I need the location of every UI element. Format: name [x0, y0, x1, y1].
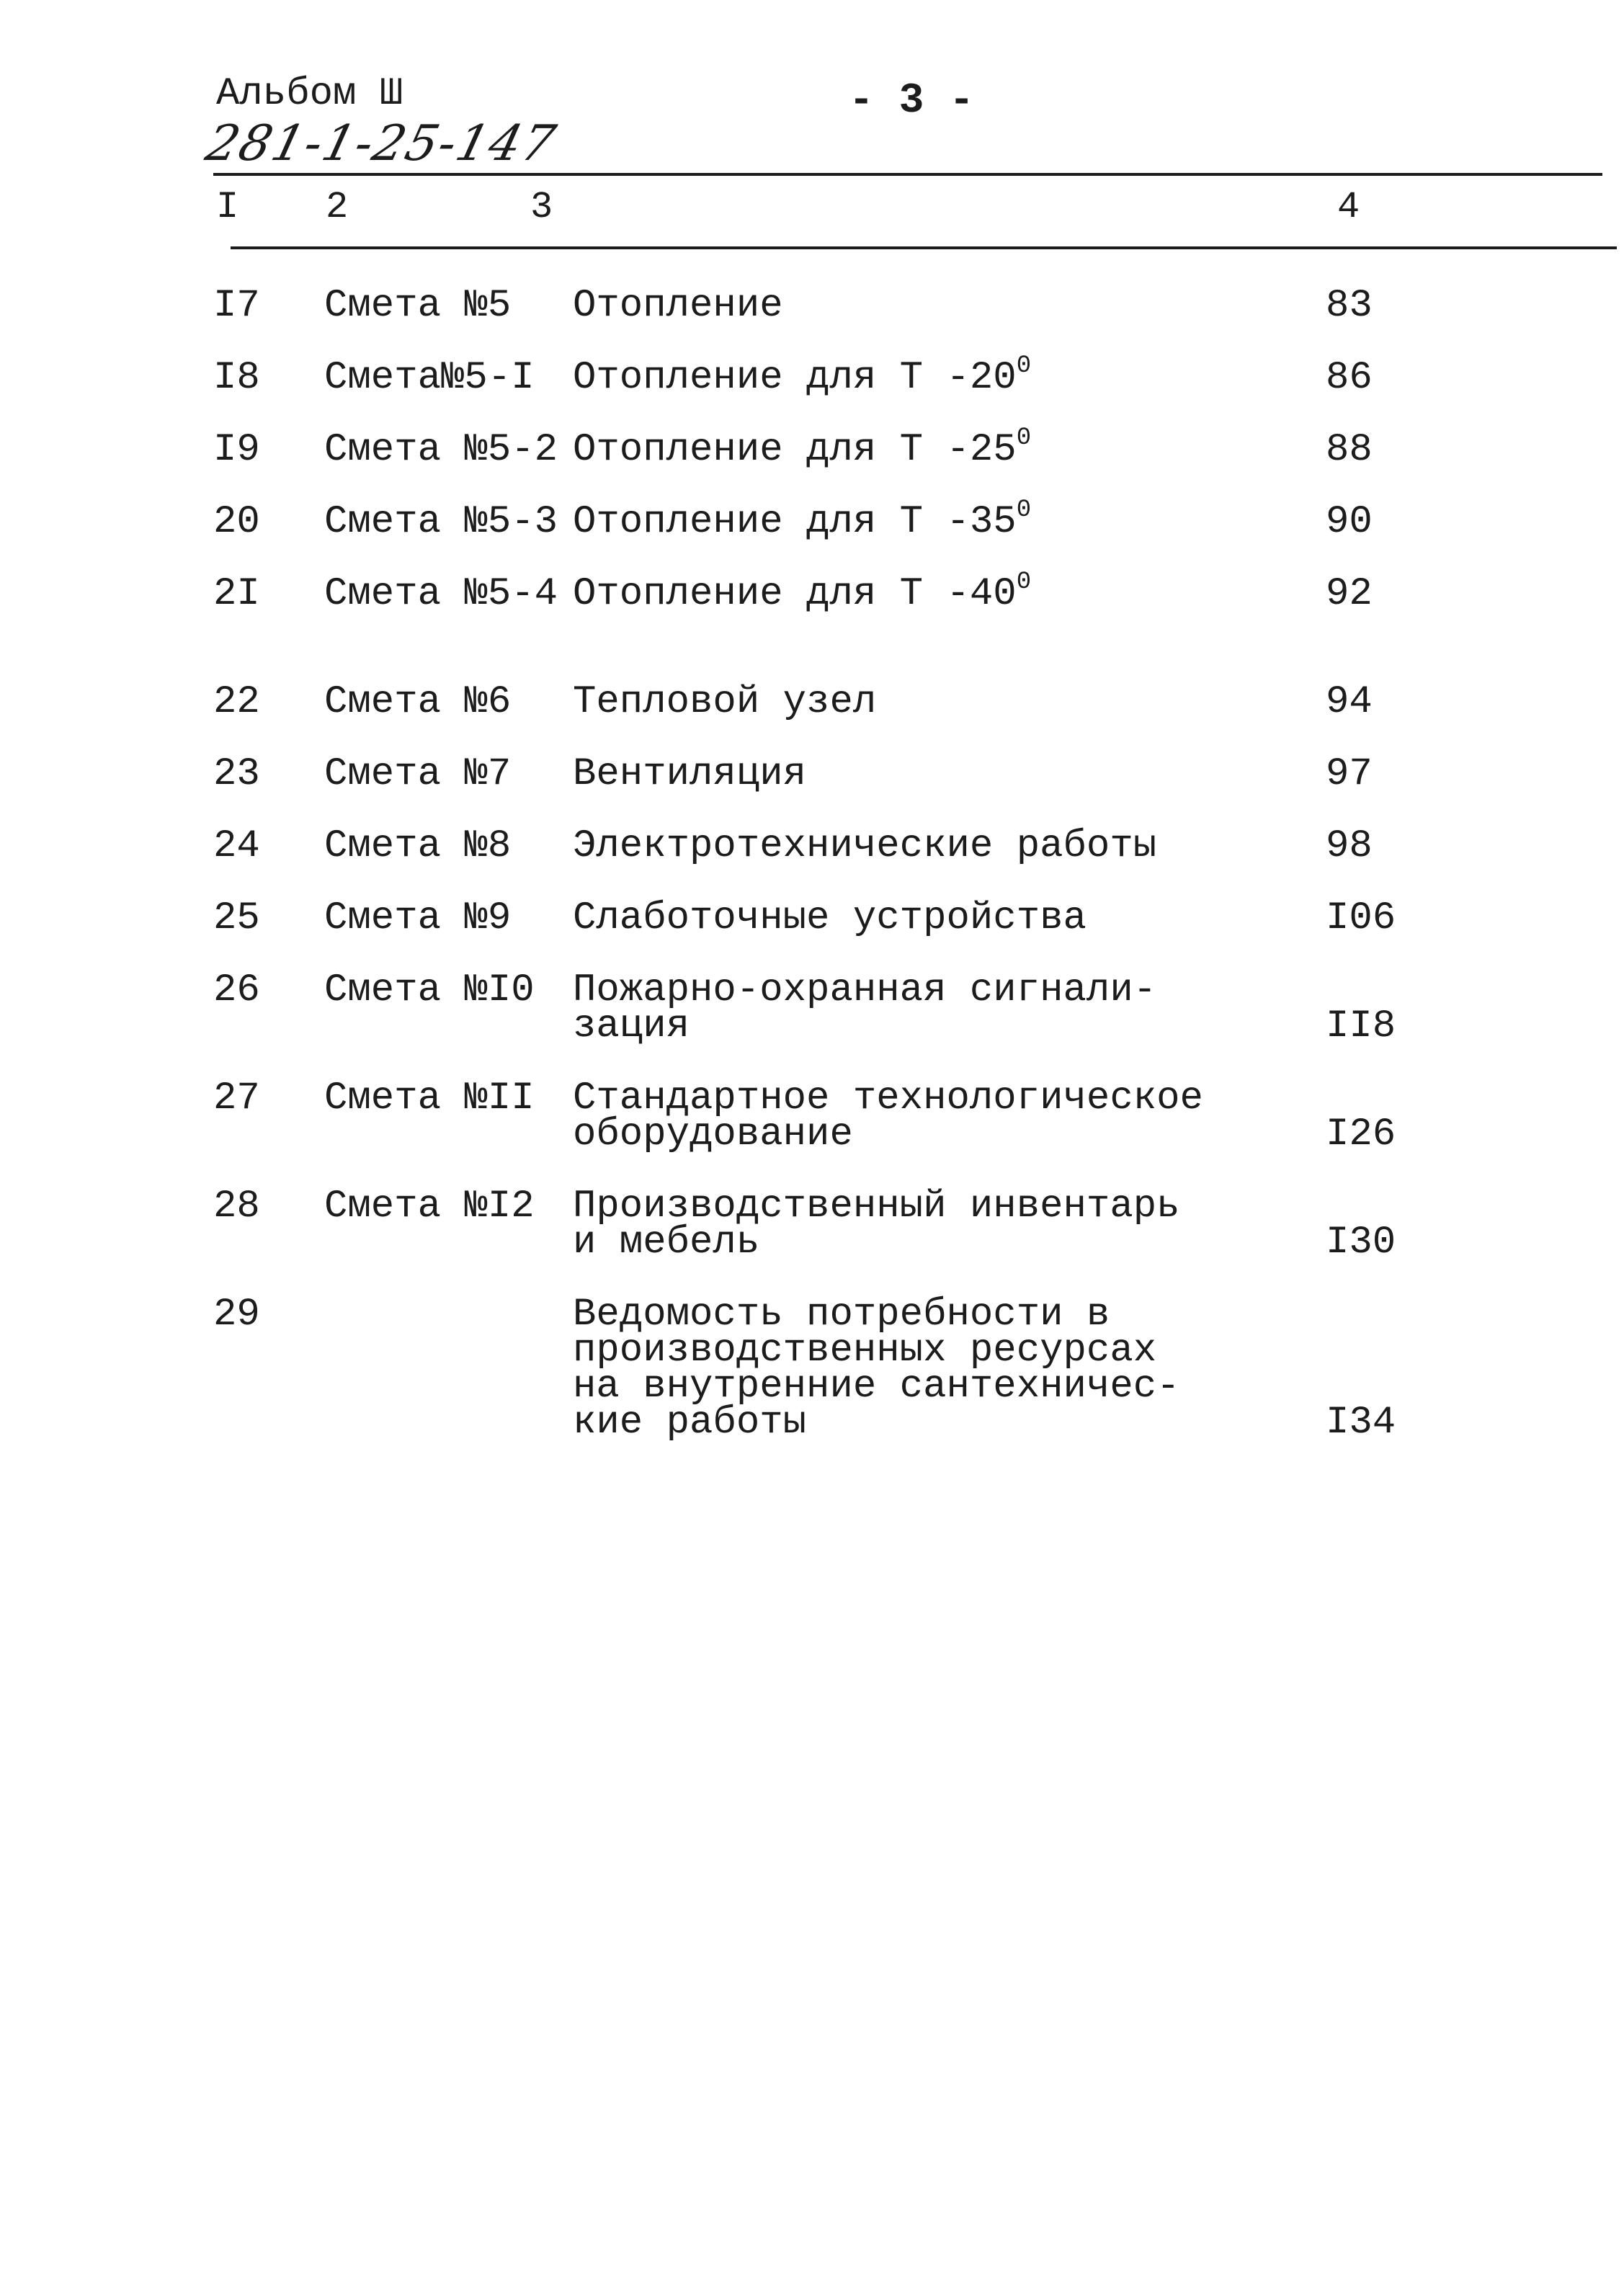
description-text: кие работы: [573, 1401, 807, 1445]
description-line: [573, 1185, 1180, 1229]
row-number: 28: [213, 1185, 260, 1229]
description-line: [573, 1112, 1203, 1156]
description-text: Пожарно-охранная сигнали-: [573, 968, 1157, 1012]
row-number: 2I: [213, 572, 260, 616]
description-text: Электротехнические работы: [573, 824, 1157, 868]
row-number: 22: [213, 680, 260, 724]
description-text: оборудование: [573, 1112, 853, 1156]
degree-superscript: 0: [1016, 424, 1032, 452]
description-text: на внутренние сантехничес-: [573, 1365, 1180, 1409]
page-reference: 92: [1326, 572, 1373, 616]
column-header-2: 2: [326, 186, 349, 228]
page-reference: 83: [1326, 284, 1373, 328]
page-reference: I26: [1326, 1112, 1396, 1156]
description-line: [573, 352, 1032, 400]
section-description: [573, 1076, 1203, 1156]
page-reference: 88: [1326, 428, 1373, 472]
section-description: [573, 352, 1032, 400]
section-description: [573, 968, 1157, 1048]
description-line: [573, 1293, 1180, 1337]
section-description: [573, 496, 1032, 544]
description-text: Отопление для Т -40: [573, 572, 1017, 616]
page-reference: 94: [1326, 680, 1373, 724]
row-number: 26: [213, 968, 260, 1012]
page-reference: I06: [1326, 896, 1396, 940]
row-number: 27: [213, 1076, 260, 1120]
section-description: [573, 824, 1157, 868]
column-header-1: I: [216, 186, 239, 228]
description-text: производственных ресурсах: [573, 1329, 1157, 1373]
description-text: Отопление: [573, 284, 783, 328]
description-line: [573, 1004, 1156, 1048]
estimate-label: Смета №I0: [324, 968, 535, 1012]
description-line: [573, 824, 1157, 868]
description-line: [573, 1076, 1203, 1120]
description-line: [573, 496, 1032, 544]
page-reference: I30: [1326, 1221, 1396, 1265]
description-line: [573, 1365, 1180, 1409]
description-line: [573, 752, 807, 796]
degree-superscript: 0: [1016, 352, 1032, 380]
description-line: [573, 896, 1087, 940]
estimate-label: Смета №5-2: [324, 428, 558, 472]
estimate-label: Смета №5: [324, 284, 512, 328]
description-text: Слаботочные устройства: [573, 896, 1087, 940]
description-text: Ведомость потребности в: [573, 1293, 1110, 1337]
degree-superscript: 0: [1016, 496, 1032, 524]
estimate-label: Смета №6: [324, 680, 512, 724]
page-reference: I34: [1326, 1401, 1396, 1445]
description-text: Отопление для Т -20: [573, 356, 1017, 400]
page-number: - 3 -: [849, 78, 975, 125]
row-number: 20: [213, 500, 260, 544]
description-line: [573, 284, 783, 328]
row-number: I9: [213, 428, 260, 472]
section-description: [573, 568, 1032, 616]
header-top-rule: [213, 173, 1602, 176]
section-description: [573, 1185, 1180, 1265]
row-number: 29: [213, 1293, 260, 1337]
page-reference: 97: [1326, 752, 1373, 796]
estimate-label: Смета №5-3: [324, 500, 558, 544]
album-label: Альбом Ш: [216, 72, 403, 116]
description-line: [573, 568, 1032, 616]
description-text: Отопление для Т -35: [573, 500, 1017, 544]
handwritten-document-code: 281-1-25-147: [200, 115, 563, 172]
description-text: и мебель: [573, 1221, 760, 1265]
column-header-3: 3: [530, 186, 553, 228]
description-line: [573, 1221, 1180, 1265]
estimate-label: Смета №9: [324, 896, 512, 940]
estimate-label: Смета №7: [324, 752, 512, 796]
page-reference: 86: [1326, 356, 1373, 400]
page-reference: II8: [1326, 1004, 1396, 1048]
section-description: [573, 284, 783, 328]
estimate-label: Смета №II: [324, 1076, 535, 1120]
description-text: Тепловой узел: [573, 680, 877, 724]
header-bottom-rule: [231, 246, 1617, 249]
description-text: Стандартное технологическое: [573, 1076, 1203, 1120]
row-number: 25: [213, 896, 260, 940]
description-text: Вентиляция: [573, 752, 807, 796]
degree-superscript: 0: [1016, 568, 1032, 596]
row-number: 23: [213, 752, 260, 796]
estimate-label: Смета №5-4: [324, 572, 558, 616]
row-number: I7: [213, 284, 260, 328]
description-line: [573, 968, 1157, 1012]
description-text: Производственный инвентарь: [573, 1185, 1180, 1229]
description-line: [573, 680, 877, 724]
section-description: [573, 424, 1032, 472]
description-text: зация: [573, 1004, 690, 1048]
section-description: [573, 896, 1087, 940]
description-text: Отопление для Т -25: [573, 428, 1017, 472]
description-line: [573, 1329, 1180, 1373]
page-reference: 98: [1326, 824, 1373, 868]
row-number: 24: [213, 824, 260, 868]
column-header-4: 4: [1337, 186, 1360, 228]
description-line: [573, 1401, 1180, 1445]
estimate-label: Смета №I2: [324, 1185, 535, 1229]
page-reference: 90: [1326, 500, 1373, 544]
estimate-label: Смета №8: [324, 824, 512, 868]
estimate-label: Смета№5-I: [324, 356, 535, 400]
description-line: [573, 424, 1032, 472]
section-description: [573, 752, 807, 796]
section-description: [573, 680, 877, 724]
row-number: I8: [213, 356, 260, 400]
section-description: [573, 1293, 1180, 1445]
